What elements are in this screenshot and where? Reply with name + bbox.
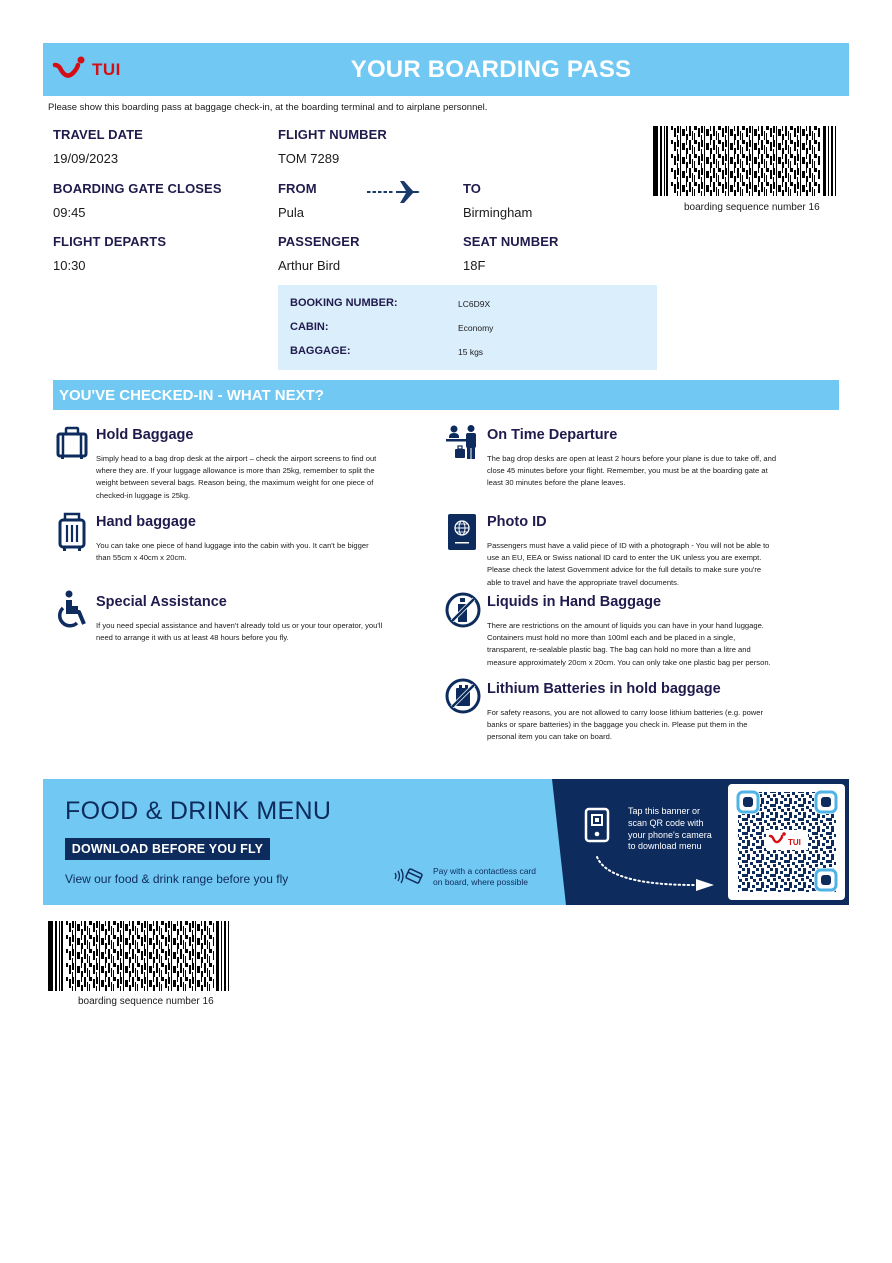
qr-code-graphic (728, 784, 845, 900)
text-line: If you need special assistance and haven't already told us or your tour operator, you'll (96, 621, 383, 630)
text-line: your phone's camera (628, 829, 712, 840)
barcode-top-caption: boarding sequence number 16 (684, 202, 820, 213)
special-assistance-text (96, 620, 382, 644)
suitcase-icon (55, 426, 89, 460)
cabin-value: Economy (458, 323, 494, 333)
text-line: to download menu (628, 841, 702, 852)
barcode-graphic (653, 126, 838, 196)
on-time-departure-text (487, 453, 776, 490)
hold-baggage-text (96, 453, 376, 502)
logo-text: TUI (92, 60, 121, 79)
photo-id-title: Photo ID (487, 514, 547, 530)
download-menu-button[interactable]: DOWNLOAD BEFORE YOU FLY (65, 838, 270, 860)
departs-label: FLIGHT DEPARTS (53, 234, 167, 249)
trolley-case-icon (57, 512, 87, 552)
text-line: Passengers must have a valid piece of ID with a photograph - You will not be able to (487, 541, 770, 550)
cabin-label: CABIN: (290, 321, 329, 333)
booking-number-value: LC6D9X (458, 299, 491, 309)
passenger-label: PASSENGER (278, 234, 360, 249)
text-line: weight between several bags. Reason being, the maximum weight for one piece of (96, 478, 374, 488)
pdf417-barcode-top (653, 126, 838, 196)
hold-baggage-title: Hold Baggage (96, 427, 194, 443)
text-line: where they are. If your luggage allowance is more than 25kg, remember to split the (96, 466, 375, 476)
text-line: Pay with a contactless card (433, 866, 536, 876)
hand-baggage-text (96, 540, 369, 564)
from-value: Pula (278, 205, 305, 220)
text-line: transparent, re-sealable plastic bag. The bag can hold no more than a litre and (487, 645, 751, 655)
pdf417-barcode-bottom (48, 921, 231, 991)
baggage-value: 15 kgs (458, 347, 484, 357)
text-line: For safety reasons, you are not allowed to carry loose lithium batteries (e.g. power (487, 708, 764, 717)
photo-id-text (487, 540, 769, 589)
contactless-text (433, 866, 536, 888)
booking-number-label: BOOKING NUMBER: (290, 297, 398, 309)
barcode-bottom-caption: boarding sequence number 16 (78, 996, 214, 1007)
wheelchair-icon (55, 590, 89, 630)
text-line: Please check the latest Government advice for the full details to make sure you're (487, 565, 762, 575)
text-line: Simply head to a bag drop desk at the airport – check the airport screens to find out (96, 454, 377, 463)
special-assistance-title: Special Assistance (96, 594, 227, 610)
on-time-departure-title: On Time Departure (487, 427, 618, 443)
barcode-graphic (48, 921, 231, 991)
qr-code[interactable] (728, 784, 845, 900)
flight-number-label: FLIGHT NUMBER (278, 127, 387, 142)
food-menu-title: FOOD & DRINK MENU (65, 797, 332, 825)
passenger-value: Arthur Bird (278, 258, 341, 273)
text-line: close 45 minutes before your flight. Remember, you must be at the boarding gate at (487, 466, 768, 476)
gate-closes-value: 09:45 (53, 205, 86, 220)
qr-logo-text: TUI (788, 838, 801, 847)
hand-baggage-title: Hand baggage (96, 514, 196, 530)
text-line: Containers must hold no more than 100ml each and be placed in a single, (487, 633, 736, 643)
text-line: than 55cm x 40cm x 20cm. (96, 553, 187, 563)
travel-date-label: TRAVEL DATE (53, 127, 143, 142)
text-line: The bag drop desks are open at least 2 hours before your plane is due to take off, and (487, 454, 777, 463)
travel-date-value: 19/09/2023 (53, 151, 119, 166)
intro-text: Please show this boarding pass at baggage check-in, at the boarding terminal and to airplane personnel. (48, 102, 488, 113)
text-line: Tap this banner or (628, 806, 701, 816)
liquids-text (487, 620, 771, 669)
to-value: Birmingham (463, 205, 533, 220)
text-line: scan QR code with (628, 817, 704, 828)
text-line: personal item you can take on board. (487, 732, 612, 742)
text-line: use an EU, EEA or Swiss national ID card to enter the UK unless you are exempt. (487, 553, 762, 563)
no-batteries-icon (445, 678, 481, 714)
dotted-arrow-icon (594, 855, 716, 891)
gate-closes-label: BOARDING GATE CLOSES (53, 181, 222, 196)
food-menu-subtitle: View our food & drink range before you fly (65, 872, 289, 886)
flight-number-value: TOM 7289 (278, 151, 340, 166)
phone-scan-icon (584, 807, 610, 843)
lithium-text (487, 707, 763, 744)
from-label: FROM (278, 181, 317, 196)
check-in-desk-icon (446, 425, 480, 461)
text-line: least 30 minutes before the plane leaves. (487, 478, 626, 488)
no-liquids-icon (445, 592, 481, 628)
text-line: banks or spare batteries) in the baggage you check in. Please put them in the (487, 720, 748, 730)
contactless-card-icon (393, 868, 423, 884)
lithium-title: Lithium Batteries in hold baggage (487, 681, 721, 697)
page-title: YOUR BOARDING PASS (350, 55, 632, 83)
text-line: There are restrictions on the amount of liquids you can have in your hand luggage. (487, 621, 764, 630)
baggage-label: BAGGAGE: (290, 345, 351, 357)
seat-value: 18F (463, 258, 486, 273)
tap-banner-text (628, 806, 712, 853)
text-line: able to travel and have the appropriate travel documents. (487, 577, 680, 587)
departs-value: 10:30 (53, 258, 86, 273)
plane-icon (366, 180, 422, 204)
section-title: YOU'VE CHECKED-IN - WHAT NEXT? (59, 386, 324, 404)
text-line: need to arrange it with us at least 48 hours before you fly. (96, 633, 289, 643)
seat-label: SEAT NUMBER (463, 234, 559, 249)
text-line: You can take one piece of hand luggage into the cabin with you. It can't be bigger (96, 541, 369, 550)
to-label: TO (463, 181, 482, 196)
text-line: checked-in luggage is 25kg. (96, 490, 191, 500)
text-line: on board, where possible (433, 877, 528, 887)
passport-icon (448, 514, 476, 550)
text-line: measure approximately 20cm x 20cm. You can only take one plastic bag per person. (487, 657, 771, 667)
liquids-title: Liquids in Hand Baggage (487, 594, 662, 610)
